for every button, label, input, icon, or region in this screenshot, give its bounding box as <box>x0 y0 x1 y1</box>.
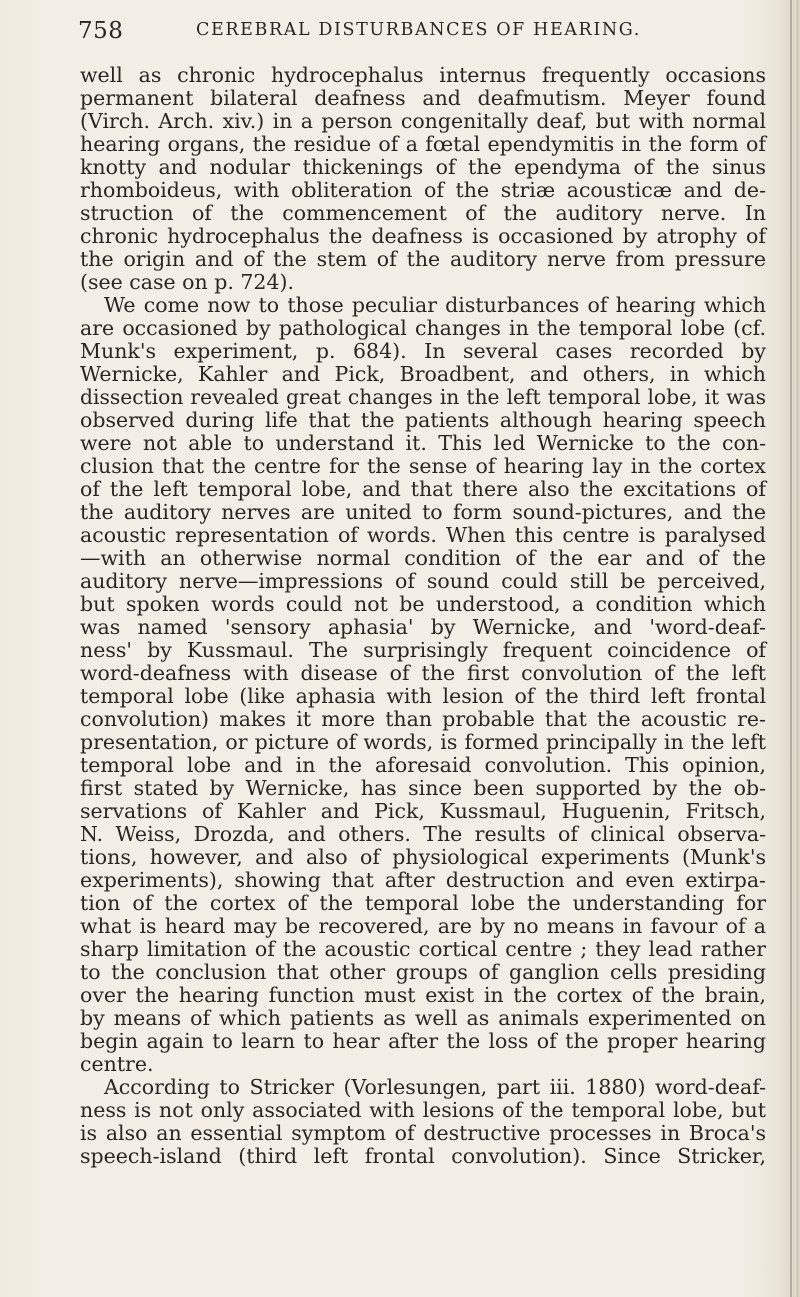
text-line: begin again to learn to hear after the loss of the proper hearing <box>80 1029 766 1053</box>
text-line: to the conclusion that other groups of ganglion cells presiding <box>80 960 766 984</box>
text-line: hearing organs, the residue of a fœtal ependymitis in the form of <box>80 132 766 156</box>
page-edge-shadow <box>790 0 792 1297</box>
text-line: the auditory nerves are united to form sound-pictures, and the <box>80 500 766 524</box>
text-line: were not able to understand it. This led Wernicke to the con- <box>80 431 766 455</box>
text-line: centre. <box>80 1052 154 1076</box>
chapter-title: CEREBRAL DISTURBANCES OF HEARING. <box>196 20 641 40</box>
body-text <box>80 64 766 1168</box>
text-line: Munk's experiment, p. 684). In several cases recorded by <box>80 339 766 363</box>
text-line: by means of which patients as well as animals experimented on <box>80 1006 766 1030</box>
text-line: acoustic representation of words. When this centre is paralysed <box>80 523 766 547</box>
text-line: well as chronic hydrocephalus internus frequently occasions <box>80 63 766 87</box>
text-line: experiments), showing that after destruction and even extirpa- <box>80 868 766 892</box>
text-line: knotty and nodular thickenings of the ependyma of the sinus <box>80 155 766 179</box>
text-line: auditory nerve—impressions of sound could still be perceived, <box>80 569 766 593</box>
text-line: first stated by Wernicke, has since been supported by the ob- <box>80 776 766 800</box>
text-line: temporal lobe and in the aforesaid convolution. This opinion, <box>80 753 766 777</box>
text-line: what is heard may be recovered, are by no means in favour of a <box>80 914 766 938</box>
text-line: rhomboideus, with obliteration of the striæ acousticæ and de- <box>80 178 766 202</box>
page-number: 758 <box>78 18 124 44</box>
text-line: of the left temporal lobe, and that there also the excitations of <box>80 477 766 501</box>
running-head <box>78 18 768 46</box>
text-line: struction of the commencement of the auditory nerve. In <box>80 201 766 225</box>
text-line: tion of the cortex of the temporal lobe the understanding for <box>80 891 766 915</box>
text-line: but spoken words could not be understood, a condition which <box>80 592 766 616</box>
text-line: ness' by Kussmaul. The surprisingly frequent coincidence of <box>80 638 766 662</box>
text-line: We come now to those peculiar disturbances of hearing which <box>104 293 766 317</box>
text-line: servations of Kahler and Pick, Kussmaul, Huguenin, Fritsch, <box>80 799 766 823</box>
text-line: tions, however, and also of physiological experiments (Munk's <box>80 845 766 869</box>
text-line: speech-island (third left frontal convolution). Since Stricker, <box>80 1144 766 1168</box>
text-line: clusion that the centre for the sense of hearing lay in the cortex <box>80 454 766 478</box>
text-line: word-deafness with disease of the first convolution of the left <box>80 661 766 685</box>
text-line: dissection revealed great changes in the left temporal lobe, it was <box>80 385 766 409</box>
text-line: (see case on p. 724). <box>80 270 295 294</box>
text-line: N. Weiss, Drozda, and others. The results of clinical observa- <box>80 822 766 846</box>
text-line: are occasioned by pathological changes in the temporal lobe (cf. <box>80 316 766 340</box>
text-line: temporal lobe (like aphasia with lesion of the third left frontal <box>80 684 766 708</box>
text-line: convolution) makes it more than probable that the acoustic re- <box>80 707 766 731</box>
text-line: presentation, or picture of words, is formed principally in the left <box>80 730 766 754</box>
text-line: observed during life that the patients although hearing speech <box>80 408 766 432</box>
text-line: —with an otherwise normal condition of the ear and of the <box>80 546 766 570</box>
page-edge-line <box>797 0 798 1297</box>
text-line: ness is not only associated with lesions of the temporal lobe, but <box>80 1098 766 1122</box>
text-line: was named 'sensory aphasia' by Wernicke, and 'word-deaf- <box>80 615 766 639</box>
text-line: over the hearing function must exist in the cortex of the brain, <box>80 983 766 1007</box>
text-line: Wernicke, Kahler and Pick, Broadbent, and others, in which <box>80 362 766 386</box>
text-line: chronic hydrocephalus the deafness is occasioned by atrophy of <box>80 224 766 248</box>
text-line: is also an essential symptom of destructive processes in Broca's <box>80 1121 766 1145</box>
text-line: permanent bilateral deafness and deafmutism. Meyer found <box>80 86 766 110</box>
text-line: (Virch. Arch. xiv.) in a person congenitally deaf, but with normal <box>80 109 766 133</box>
text-line: the origin and of the stem of the auditory nerve from pressure <box>80 247 766 271</box>
text-line: According to Stricker (Vorlesungen, part iii. 1880) word-deaf- <box>104 1075 766 1099</box>
text-line: sharp limitation of the acoustic cortical centre ; they lead rather <box>80 937 766 961</box>
